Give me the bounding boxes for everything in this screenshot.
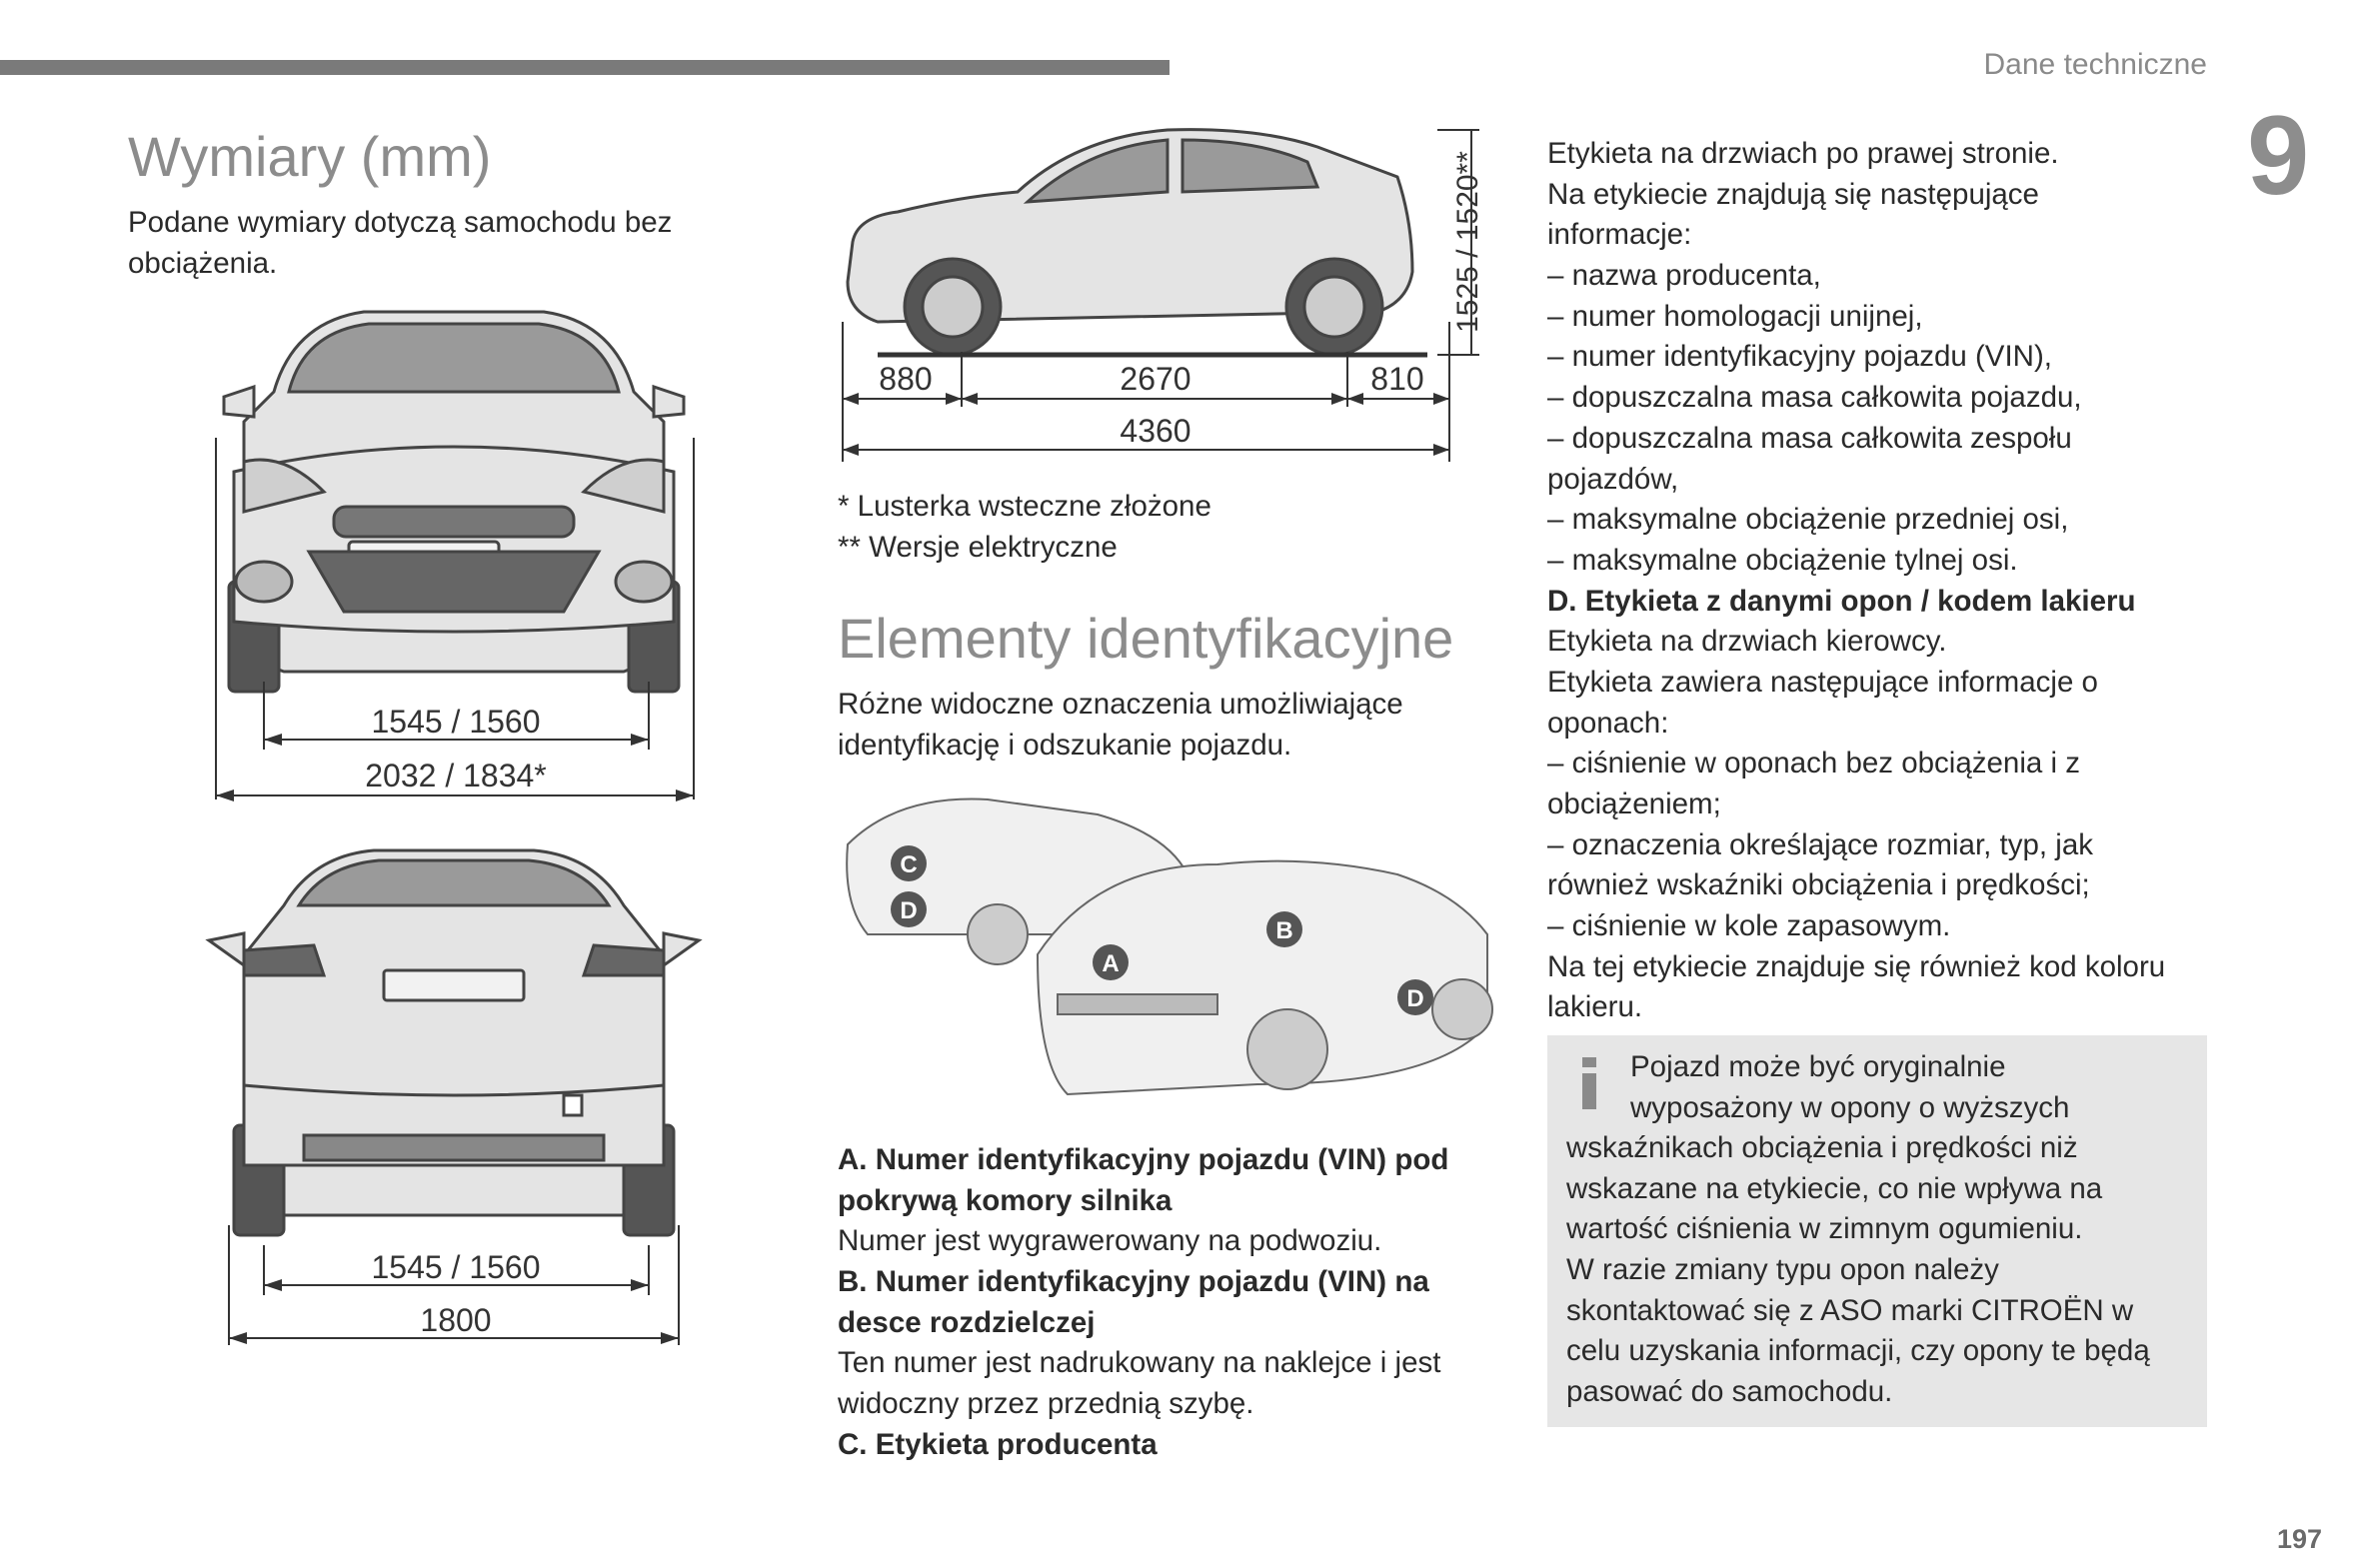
info-line: wyposażony w opony o wyższych (1630, 1090, 2070, 1124)
dimensions-title: Wymiary (mm) (128, 125, 492, 188)
text-line: – numer identyfikacyjny pojazdu (VIN), (1547, 340, 2053, 374)
text-line: D. Etykieta z danymi opon / kodem lakieru (1547, 584, 2136, 618)
info-icon (1582, 1057, 1596, 1107)
text-line: – oznaczenia określające rozmiar, typ, jak (1547, 827, 2094, 861)
intro-line: Podane wymiary dotyczą samochodu bez (128, 206, 673, 239)
marker-label: A (1102, 950, 1120, 977)
footnote: ** Wersje elektryczne (838, 530, 1118, 564)
identification-list (838, 1140, 1448, 1466)
text-line: Na tej etykiecie znajduje się również kod koloru (1547, 949, 2166, 983)
text-line: – dopuszczalna masa całkowita zespołu (1547, 421, 2072, 455)
text-line: pojazdów, (1547, 462, 1679, 496)
text-line: Etykieta zawiera następujące informacje o (1547, 665, 2098, 699)
rear-view-diagram (204, 845, 704, 1355)
text-line: – ciśnienie w oponach bez obciążenia i z (1547, 747, 2080, 781)
footnotes (838, 487, 1211, 568)
rear-width-label: 1800 (420, 1302, 492, 1338)
intro-line: Różne widoczne oznaczenia umożliwiające (838, 688, 1403, 721)
text-line: – maksymalne obciążenie przedniej osi, (1547, 503, 2069, 537)
front-overhang-label: 880 (879, 361, 933, 397)
footnote: * Lusterka wsteczne złożone (838, 490, 1211, 523)
text-line: celu uzyskania informacji, czy opony te będą (1566, 1334, 2150, 1368)
text-line: desce rozdzielczej (838, 1305, 1096, 1339)
text-line: obciążeniem; (1547, 787, 1721, 820)
text-line: Ten numer jest nadrukowany na naklejce i jest (838, 1346, 1441, 1380)
text-line: skontaktować się z ASO marki CITROËN w (1566, 1293, 2134, 1327)
text-line: – numer homologacji unijnej, (1547, 299, 1923, 333)
text-line: Numer jest wygrawerowany na podwoziu. (838, 1224, 1382, 1258)
page-number: 197 (2277, 1524, 2323, 1554)
identification-title: Elementy identyfikacyjne (838, 607, 1454, 670)
text-line: Na etykiecie znajdują się następujące (1547, 177, 2039, 211)
text-line: informacje: (1547, 218, 1692, 252)
label-info-text (1547, 134, 2165, 1028)
text-line: C. Etykieta producenta (838, 1427, 1158, 1461)
front-track-label: 1545 / 1560 (371, 704, 541, 740)
text-line: Etykieta na drzwiach po prawej stronie. (1547, 137, 2059, 170)
front-width-label: 2032 / 1834* (365, 758, 547, 793)
text-line: oponach: (1547, 706, 1669, 740)
side-view-diagram (838, 122, 1497, 467)
rear-track-label: 1545 / 1560 (371, 1249, 541, 1285)
text-line: wartość ciśnienia w zimnym ogumieniu. (1566, 1212, 2083, 1246)
text-line: wskaźnikach obciążenia i prędkości niż (1566, 1131, 2078, 1164)
info-box-text (1566, 1128, 2150, 1413)
text-line: Etykieta na drzwiach kierowcy. (1547, 625, 1947, 659)
identification-intro (838, 685, 1403, 766)
text-line: pasować do samochodu. (1566, 1375, 1893, 1409)
text-line: – dopuszczalna masa całkowita pojazdu, (1547, 381, 2082, 415)
section-title: Dane techniczne (1983, 48, 2207, 81)
dimensions-intro (128, 203, 672, 284)
text-line: – maksymalne obciążenie tylnej osi. (1547, 543, 2018, 577)
text-line: lakieru. (1547, 990, 1643, 1024)
text-line: również wskaźniki obciążenia i prędkości; (1547, 868, 2090, 902)
identification-illustration (838, 784, 1497, 1124)
text-line: W razie zmiany typu opon należy (1566, 1253, 1999, 1287)
text-line: wskazane na etykiecie, co nie wpływa na (1566, 1171, 2103, 1205)
intro-line: identyfikację i odszukanie pojazdu. (838, 728, 1292, 762)
text-line: A. Numer identyfikacyjny pojazdu (VIN) pod (838, 1143, 1449, 1176)
intro-line: obciążenia. (128, 246, 278, 280)
rear-overhang-label: 810 (1370, 361, 1424, 397)
wheelbase-label: 2670 (1120, 361, 1191, 397)
text-line: pokrywą komory silnika (838, 1183, 1173, 1217)
text-line: – nazwa producenta, (1547, 259, 1821, 293)
header-bar (0, 60, 1170, 75)
info-box-text-indented (1630, 1047, 2069, 1128)
marker-label: D (900, 897, 918, 924)
marker-label: D (1406, 985, 1424, 1012)
text-line: B. Numer identyfikacyjny pojazdu (VIN) na (838, 1265, 1429, 1299)
text-line: – ciśnienie w kole zapasowym. (1547, 909, 1951, 943)
marker-label: C (900, 851, 918, 878)
length-label: 4360 (1120, 413, 1191, 449)
chapter-number: 9 (2247, 93, 2310, 218)
info-line: Pojazd może być oryginalnie (1630, 1050, 2006, 1083)
marker-label: B (1275, 917, 1293, 944)
height-label: 1525 / 1520** (1451, 151, 1484, 333)
text-line: widoczny przez przednią szybę. (838, 1387, 1254, 1421)
front-view-diagram (204, 302, 704, 811)
